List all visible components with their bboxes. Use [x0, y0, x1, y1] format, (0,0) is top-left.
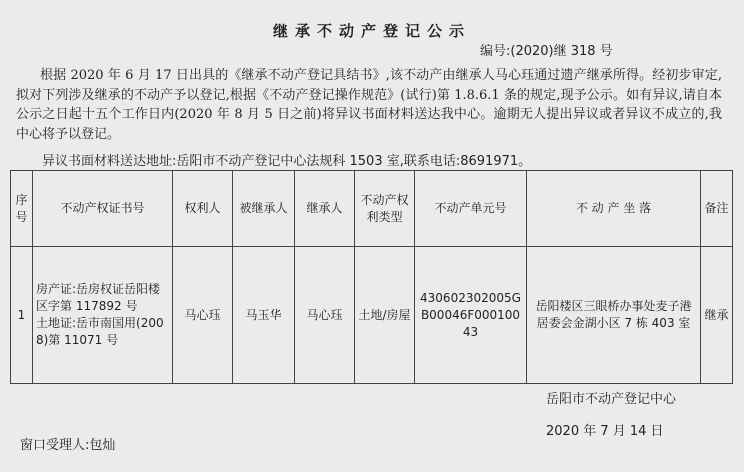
- registration-table: [10, 170, 733, 384]
- heir-cell: 马心珏: [295, 247, 355, 384]
- table-header-row: [11, 171, 733, 247]
- row-no: 1: [11, 247, 33, 384]
- header-owner: 权利人: [173, 171, 233, 247]
- header-no: 序号: [11, 171, 33, 247]
- location-cell: 岳阳楼区三眼桥办事处麦子港居委会金湖小区 7 栋 403 室: [527, 247, 701, 384]
- header-unit-no: 不动产单元号: [415, 171, 527, 247]
- header-decedent: 被继承人: [233, 171, 295, 247]
- decedent-cell: 马玉华: [233, 247, 295, 384]
- header-remark: 备注: [701, 171, 733, 247]
- table-row: [11, 247, 733, 384]
- header-heir: 继承人: [295, 171, 355, 247]
- window-clerk: 窗口受理人:包灿: [20, 438, 116, 453]
- header-location: 不 动 产 坐 落: [527, 171, 701, 247]
- right-type-cell: 土地/房屋: [355, 247, 415, 384]
- owner-cell: 马心珏: [173, 247, 233, 384]
- header-cert: 不动产权证书号: [33, 171, 173, 247]
- header-right-type: 不动产权利类型: [355, 171, 415, 247]
- cert-cell: [33, 247, 173, 384]
- land-cert: 土地证:岳市南国用(2008)第 11071 号: [36, 316, 164, 347]
- remark-cell: 继承: [701, 247, 733, 384]
- issue-date: 2020 年 7 月 14 日: [546, 424, 664, 439]
- notice-title: 继承不动产登记公示: [272, 22, 471, 40]
- issuing-organization: 岳阳市不动产登记中心: [546, 392, 677, 407]
- house-cert: 房产证:岳房权证岳阳楼区字第 117892 号: [36, 282, 161, 313]
- unit-no-cell: 430602302005GB00046F00010043: [415, 247, 527, 384]
- document-number: 编号:(2020)继 318 号: [480, 44, 613, 59]
- notice-body: 根据 2020 年 6 月 17 日出具的《继承不动产登记具结书》,该不动产由继承人马心珏通过遗产继承所得。经初步审定, 拟对下列涉及继承的不动产予以登记,根据《不动产登记操作规范》(试行)第 1.8.6.1 条的规定,现予公示。如有异议,请自本公示之日起十五个工作日内(2020 年 8 月 5 日之前)将异议书面材料送达我中心。逾期无人提出异议或者异议不成立的,我中心将予以登记。: [16, 68, 722, 142]
- objection-address: 异议书面材料送达地址:岳阳市不动产登记中心法规科 1503 室,联系电话:8691971。: [42, 154, 532, 169]
